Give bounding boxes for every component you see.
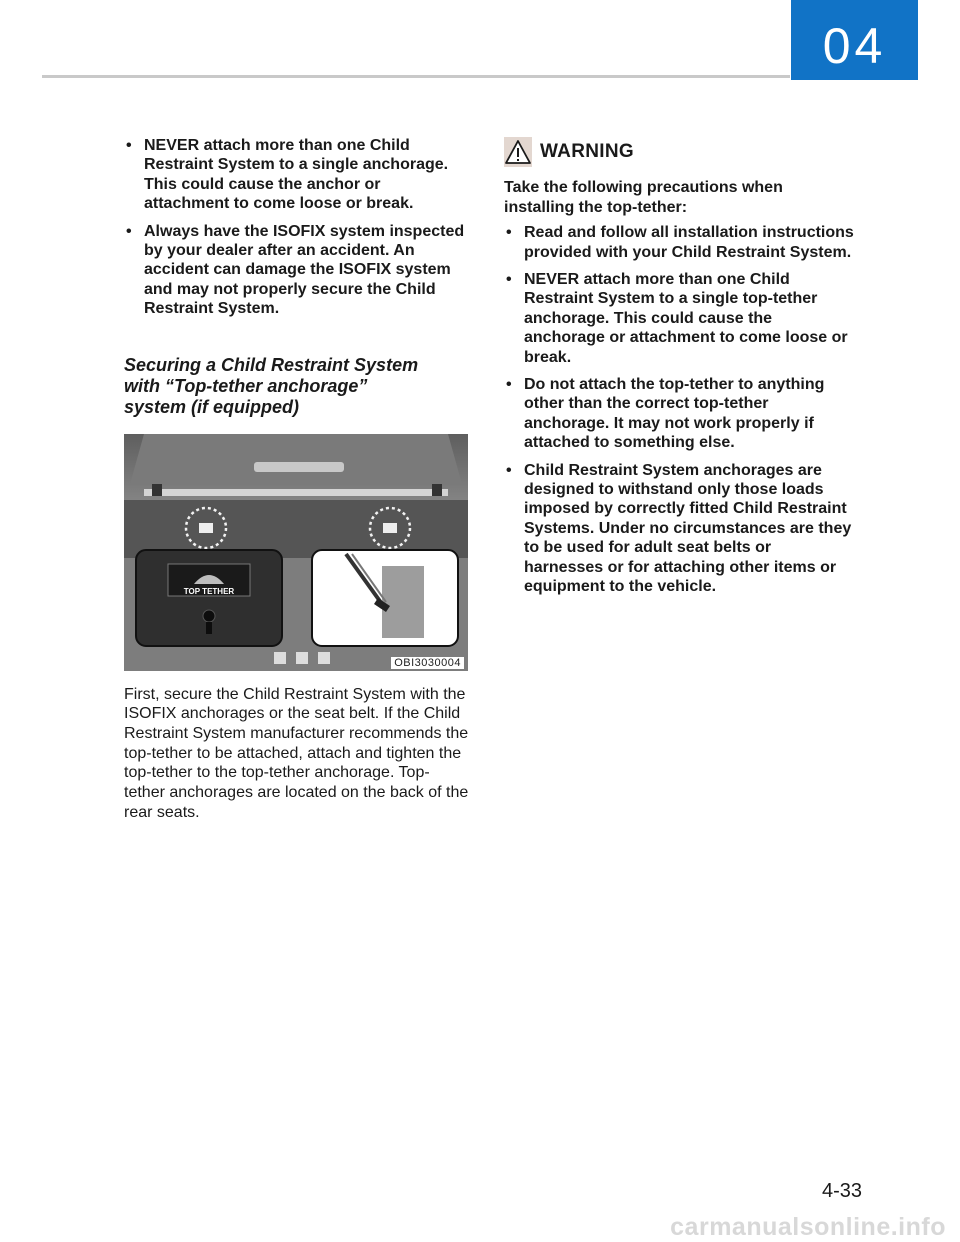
brand-emblem [254, 462, 344, 472]
body-paragraph: First, secure the Child Restraint System with the ISOFIX anchorages or the seat belt. If the Child Restraint System manufacturer recommends the top-tether to be attached, attach and tighten the top-tether to the top-tether anchorage. Top-tether anchorages are located on the back of the rear seats. [124, 685, 469, 821]
warning-title: WARNING [540, 141, 634, 162]
list-item: • Child Restraint System anchorages are designed to withstand only those loads imposed by correctly fitted Child Restraint Systems. Under no circumstances are they to be used for adult seat belts or harnesses or for attaching other items or equipment to the vehicle. [504, 461, 854, 597]
warning-header [504, 136, 854, 168]
cargo-cover-rail [144, 489, 448, 496]
floor-hook [296, 652, 308, 664]
left-bullet-list [124, 136, 469, 319]
anchor-point-icon [203, 610, 215, 622]
watermark: carmanualsonline.info [670, 1213, 946, 1241]
header-rule [42, 75, 790, 78]
hatch-lid [130, 434, 462, 484]
list-item: • NEVER attach more than one Child Restraint System to a single top-tether anchorage. This could cause the anchorage or attachment to come loose or break. [504, 270, 854, 367]
list-item: • Read and follow all installation instructions provided with your Child Restraint System. [504, 223, 854, 262]
top-tether-figure [124, 434, 468, 671]
section-heading-line: system (if equipped) [124, 396, 300, 417]
floor-hook [274, 652, 286, 664]
chapter-tab: 04 [791, 0, 918, 80]
list-item: • NEVER attach more than one Child Restraint System to a single anchorage. This could cause the anchor or attachment to come loose or break. [124, 136, 469, 214]
list-item: • Always have the ISOFIX system inspected by your dealer after an accident. An accident can damage the ISOFIX system and may not properly secure the Child Restraint System. [124, 222, 469, 319]
section-heading [124, 355, 469, 418]
warning-triangle-icon [504, 137, 532, 167]
seatback-panel [382, 566, 424, 638]
floor-hook [318, 652, 330, 664]
page-number: 4-33 [821, 1180, 862, 1202]
left-column [124, 136, 469, 839]
section-heading-line: with “Top-tether anchorage” [124, 375, 368, 396]
warning-intro: Take the following precautions when installing the top-tether: [504, 179, 783, 216]
figure-code: OBI3030004 [391, 657, 464, 669]
anchor-marker-left [199, 523, 213, 533]
anchor-point-icon [206, 622, 212, 634]
cargo-area-photo [124, 434, 468, 671]
list-item: • Do not attach the top-tether to anything other than the correct top-tether anchorage. It may not work properly if attached to something else. [504, 375, 854, 453]
rail-clip-right [432, 484, 442, 496]
warning-bullet-list [504, 223, 854, 596]
rail-clip-left [152, 484, 162, 496]
tether-label-text: TOP TETHER [183, 586, 235, 596]
section-heading-line: Securing a Child Restraint System [124, 354, 419, 375]
warning-box [504, 136, 854, 605]
anchor-marker-right [383, 523, 397, 533]
